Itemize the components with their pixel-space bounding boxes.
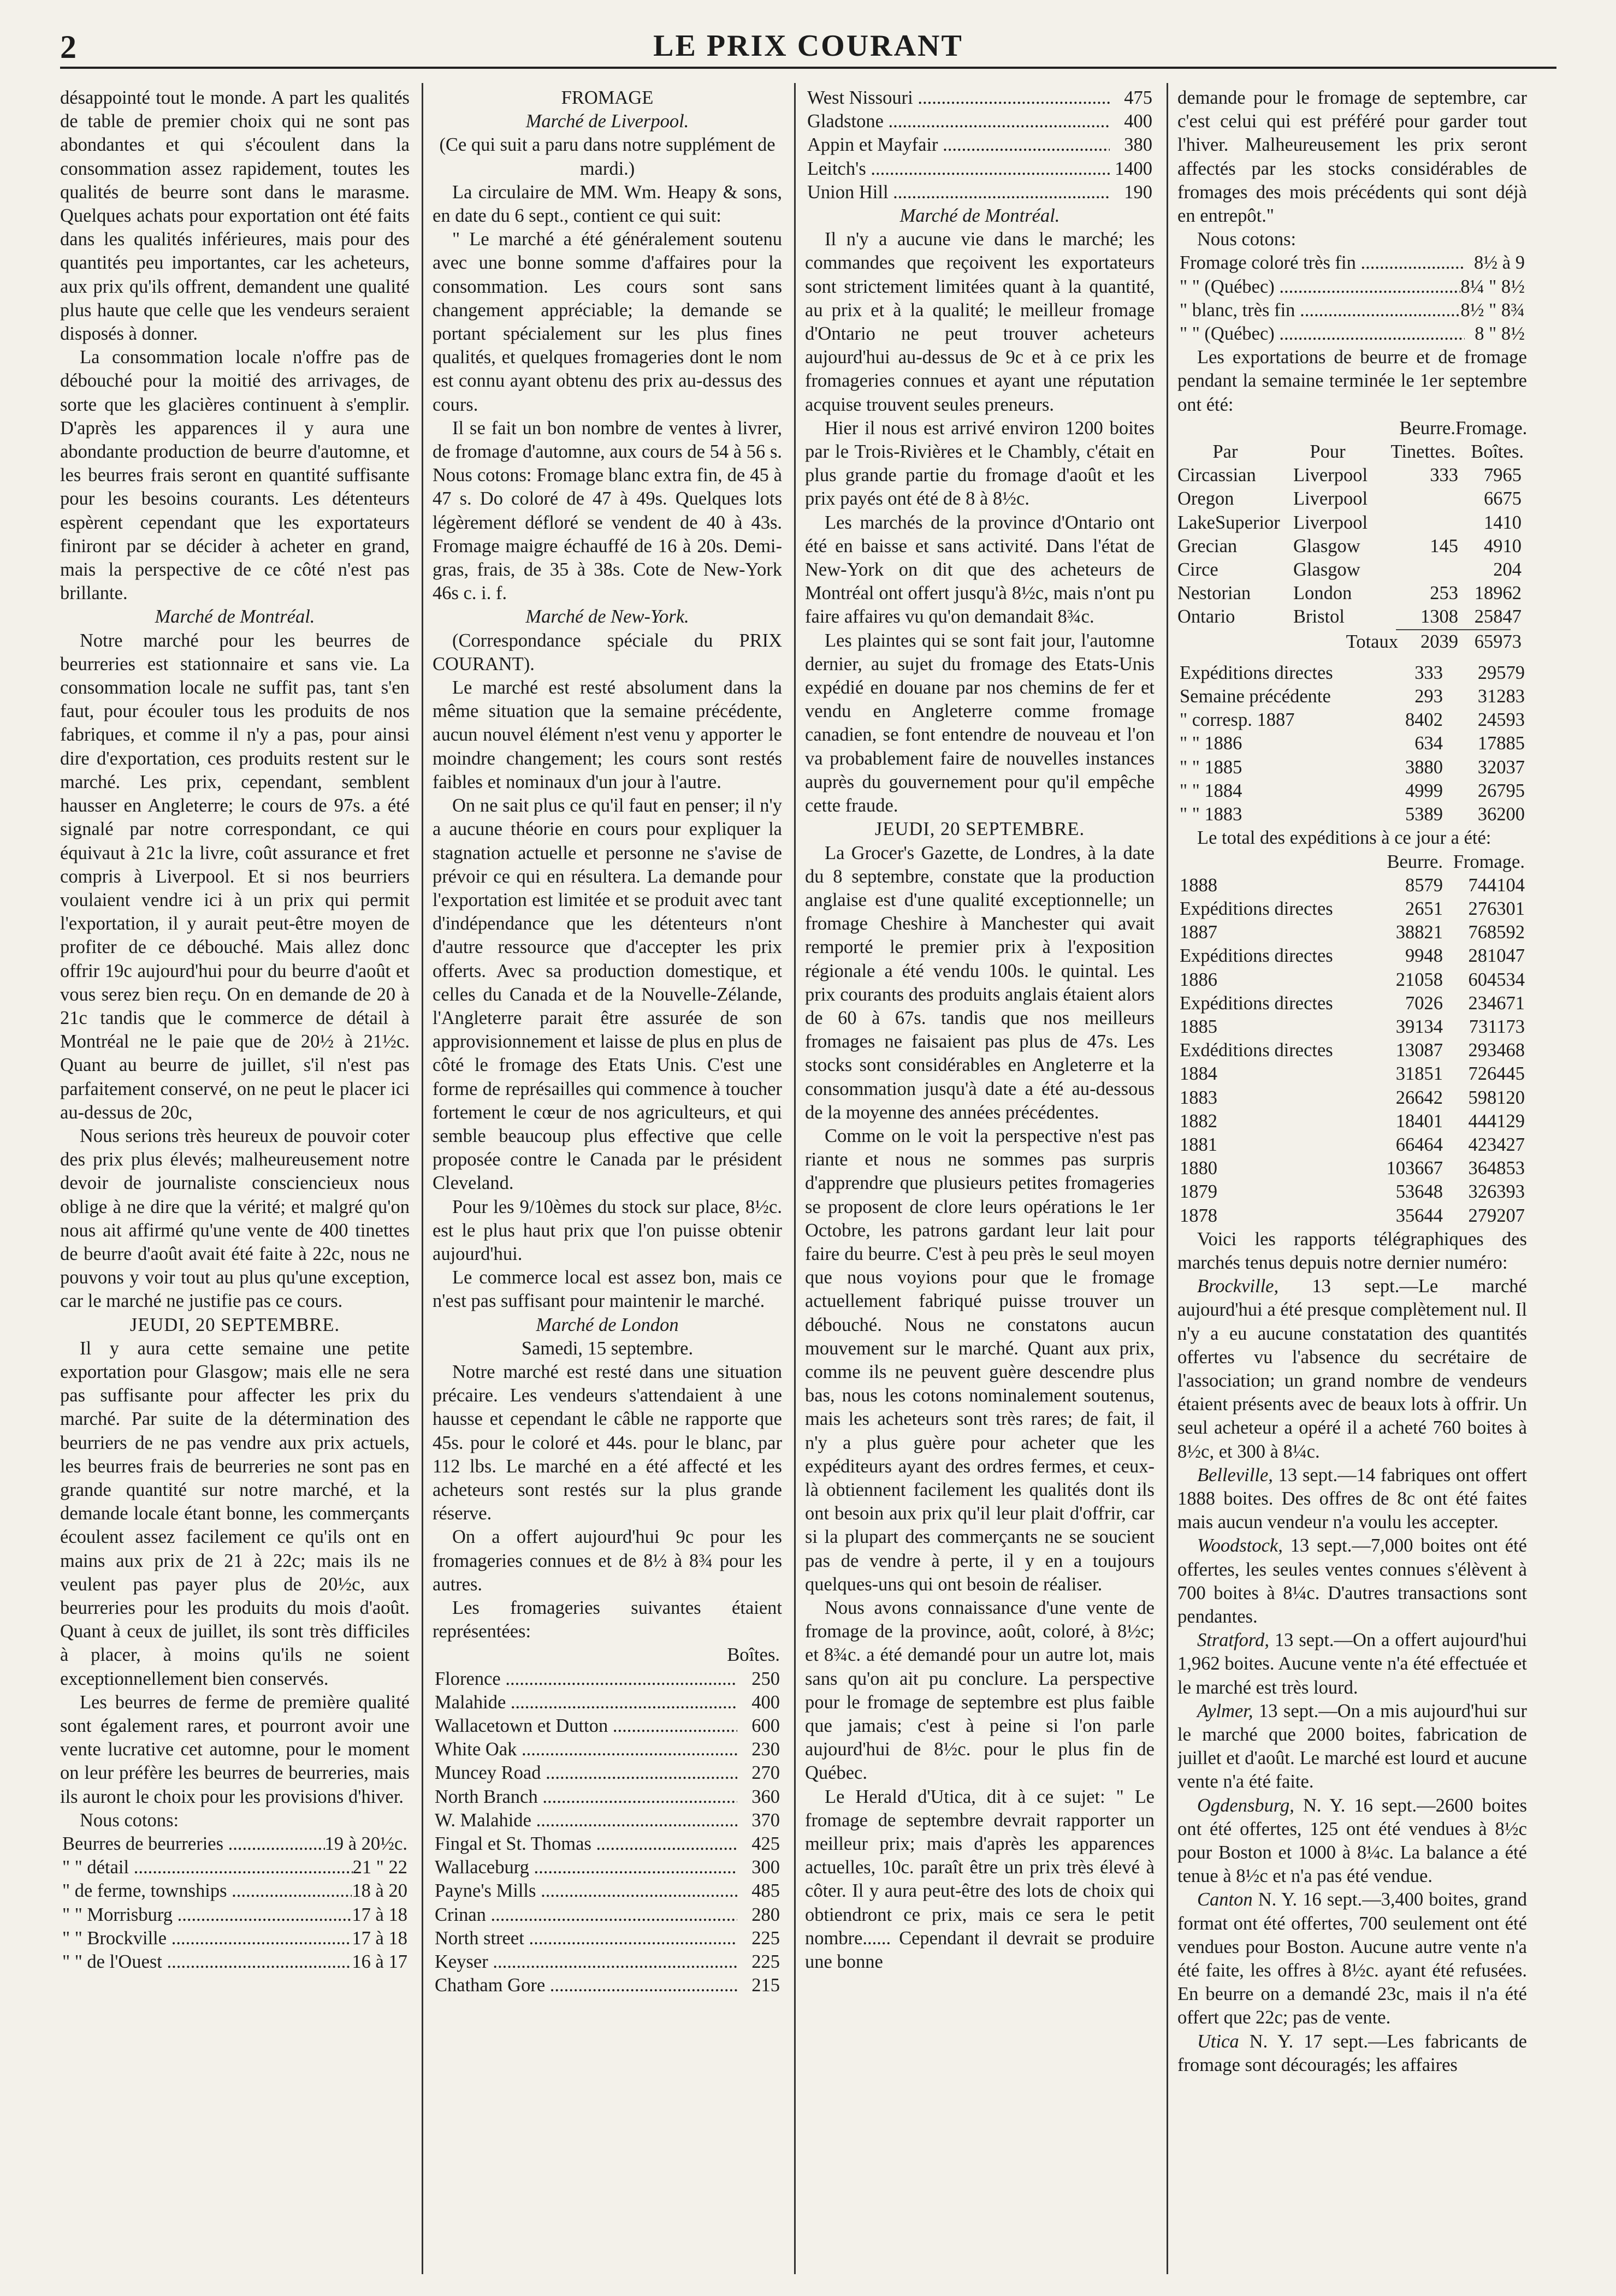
table-row: 1886 21058 604534 xyxy=(1180,969,1525,990)
table-row: Appin et Mayfair ..... 380 xyxy=(805,133,1155,157)
table-row: 1883 26642 598120 xyxy=(1180,1087,1525,1108)
price-row: " " (Québec) ..... 8 " 8½ xyxy=(1177,322,1527,346)
paragraph: Il n'y a aucune vie dans le marché; les commandes que reçoivent les exportateurs sont strictement limitées quant à la quantité, au prix et à la qualité; le meilleur fromage d'Ontario ne peut trouver acheteurs aujourd'hui au-dessus de 9c et à ce prix les fromageries connues et ayant une réputation acquise trouvent seules preneurs. xyxy=(805,229,1155,415)
price-row: " " de l'Ouest ..... 16 à 17 xyxy=(60,1950,410,1974)
paragraph: Les marchés de la province d'Ontario ont été en baisse et sans activité. Dans l'état de New-York on dit que des acheteurs de Montréal ont offert jusqu'à 8½c, mais n'ont pu faire affaires vu qu'on demandait 8¾c. xyxy=(805,512,1155,628)
paragraph: Il y aura cette semaine une petite exportation pour Glasgow; mais elle ne sera pas suffisante pour affecter les prix du marché. Par suite de la détermination des beurriers de ne pas vendre aux prix actuels, les beurres frais de beurreries ne sont pas en grande quantité sur notre marché, et la demande locale étant bonne, les commerçants écoulent assez facilement ce qu'ils ont en mains aux prix de 21 à 22c; mais ils ne veulent pas payer plus de 20½c, aux beurreries pour les produits du mois d'août. Quant à ceux de juillet, ils sont très difficiles à placer, à moins qu'ils ne soient exceptionnellement bien conservés. xyxy=(60,1338,410,1689)
market-report: Aylmer, 13 sept.—On a mis aujourd'hui sur le marché que 2000 boites, fabrication de juillet et d'août. Le marché est lourd et aucune vente n'a été faite. xyxy=(1177,1700,1527,1792)
paragraph: Hier il nous est arrivé environ 1200 boites par le Trois-Rivières et le Chambly, c'était en plus grande partie du fromage d'août et les prix payés ont été de 8 à 8½c. xyxy=(805,417,1155,510)
price-label: Nous cotons: xyxy=(1197,229,1297,250)
section-heading: Marché de London xyxy=(536,1314,679,1335)
section-heading: JEUDI, 20 SEPTEMBRE. xyxy=(129,1314,340,1335)
price-row: Fromage coloré très fin ..... 8½ à 9 xyxy=(1177,251,1527,275)
table-row: North Branch ..... 360 xyxy=(433,1785,782,1809)
paragraph: (Correspondance spéciale du PRIX COURANT). xyxy=(433,630,782,674)
section-heading: Marché de Montréal. xyxy=(155,606,315,628)
paragraph: Nous serions très heureux de pouvoir coter des prix plus élevés; malheureusement notre devoir de journaliste consciencieux nous oblige à ne dire que la vérité; et malgré qu'on nous ait affirmé qu'une vente de 400 tinettes de beurre d'août avait été faite à 22c, nous ne pouvons y voir tout au plus qu'une exception, car le marché ne justifie pas ce cours. xyxy=(60,1125,410,1312)
cheese-factory-table-continued xyxy=(805,86,1155,204)
section-heading: FROMAGE xyxy=(561,87,654,108)
table-row: Leitch's ..... 1400 xyxy=(805,157,1155,181)
table-row: Expéditions directes 2651 276301 xyxy=(1180,898,1525,919)
table-row: Malahide ..... 400 xyxy=(433,1691,782,1714)
price-row: " " détail ..... 21 " 22 xyxy=(60,1856,410,1879)
table-row: Nestorian London 253 18962 xyxy=(1177,583,1522,604)
table-row: Expéditions directes 9948 281047 xyxy=(1180,945,1525,967)
table-row: Circassian Liverpool 333 7965 xyxy=(1177,465,1522,486)
section-heading: Marché de Montréal. xyxy=(899,205,1060,227)
paragraph: Le total des expéditions à ce jour a été: xyxy=(1197,827,1491,849)
table-row: 1887 38821 768592 xyxy=(1180,922,1525,943)
paragraph: Voici les rapports télégraphiques des marchés tenus depuis notre dernier numéro: xyxy=(1177,1228,1527,1273)
table-row: Expéditions directes 7026 234671 xyxy=(1180,992,1525,1014)
table-row: Muncey Road ..... 270 xyxy=(433,1761,782,1785)
table-row: " corresp. 1887 8402 24593 xyxy=(1180,709,1525,731)
table-row: 1884 31851 726445 xyxy=(1180,1063,1525,1085)
page-number: 2 xyxy=(60,29,76,65)
market-report: Belleville, 13 sept.—14 fabriques ont offert 1888 boites. Des offres de 8c ont été faites mais aucun vendeur n'a voulu les accepter. xyxy=(1177,1464,1527,1533)
editor-note: (Ce qui suit a paru dans notre supplément de mardi.) xyxy=(439,134,776,179)
market-report: Utica N. Y. 17 sept.—Les fabricants de fromage sont découragés; les affaires xyxy=(1177,2031,1527,2075)
table-row: North street ..... 225 xyxy=(433,1927,782,1950)
table-row: Expéditions directes 333 29579 xyxy=(1180,662,1525,683)
column-1 xyxy=(60,86,410,2274)
paragraph: On ne sait plus ce qu'il faut en penser; il n'y a aucune théorie en cours pour expliquer la stagnation actuelle et personne ne s'avise de prévoir ce qui en résultera. La demande pour l'exportation est limitée et se produit avec tant d'indépendance que les détenteurs n'ont d'autre ressource que d'accepter les prix offerts. Avec sa production domestique, et celles du Canada et de la Nouvelle-Zélande, l'Angleterre parait être assurée de son approvisionnement et laisse de plus en plus de côté le fromage des Etats Unis. C'est une forme de représailles qui commence à toucher fortement le cœur de nos agriculteurs, et qui semble beaucoup plus effective que celle proposée contre le Canada par le président Cleveland. xyxy=(433,795,782,1194)
yearly-totals-table xyxy=(1177,874,1527,1228)
table-row: " " 1886 634 17885 xyxy=(1180,733,1525,754)
column-3 xyxy=(805,86,1155,2274)
table-row: West Nissouri ..... 475 xyxy=(805,86,1155,110)
paragraph: demande pour le fromage de septembre, car c'est celui qui est préféré pour garder tout l'hiver. Malheureusement les prix seront affectés par les stocks considérables de fromages des mois précédents qui sont déjà en entrepôt." xyxy=(1177,87,1527,227)
market-report: Brockville, 13 sept.—Le marché aujourd'hui a été presque complètement nul. Il n'y a eu aucune constatation des quantités offertes vu l'absence du secrétaire de l'association; un grand nombre de vendeurs étaient présents avec de beaux lots à offrir. Un seul acheteur a opéré il a acheté 760 boites à 8½c, et 300 à 8¼c. xyxy=(1177,1276,1527,1462)
table-row: 1881 66464 423427 xyxy=(1180,1134,1525,1155)
table-row: W. Malahide ..... 370 xyxy=(433,1809,782,1832)
paragraph: Les plaintes qui se sont fait jour, l'automne dernier, au sujet du fromage des Etats-Unis expédié en douane par nos chemins de fer et vendu en Angleterre comme fromage canadien, se font entendre de nouveau et l'on va probablement faire de nouvelles instances auprès du gouvernement pour qu'il empêche cette fraude. xyxy=(805,630,1155,816)
table-row: Grecian Glasgow 145 4910 xyxy=(1177,535,1522,557)
table-row: Crinan ..... 280 xyxy=(433,1903,782,1927)
table-row: Fingal et St. Thomas ..... 425 xyxy=(433,1832,782,1856)
column-2 xyxy=(433,86,782,2274)
table-row: 1888 8579 744104 xyxy=(1180,874,1525,896)
table-header: Beurre. Fromage. xyxy=(1387,851,1525,872)
price-row: Beurres de beurreries ..... 19 à 20½c. xyxy=(60,1832,410,1856)
price-row: " " (Québec) ..... 8¼ " 8½ xyxy=(1177,275,1527,299)
table-row: " " 1885 3880 32037 xyxy=(1180,756,1525,778)
paragraph: Il se fait un bon nombre de ventes à livrer, de fromage d'automne, aux cours de 54 à 56 s. Nous cotons: Fromage blanc extra fin, de 45 à 47 s. Do coloré de 47 à 49s. Quelques lots légèrement défloré se vendent de 40 à 43s. Fromage maigre échauffé de 16 à 20s. Demi-gras, frais, de 35 à 38s. Cote de New-York 46s c. i. f. xyxy=(433,417,782,604)
paragraph: Nous avons connaissance d'une vente de fromage de la province, août, coloré, à 8½c; et 8¾c. a été demandé pour un autre lot, mais sans qu'on ait pu conclure. La perspective pour le fromage de septembre est plus faible que jamais; c'est à peine si l'on parle aujourd'hui de 8½c. pour le plus fin de Québec. xyxy=(805,1597,1155,1784)
table-row: " " 1883 5389 36200 xyxy=(1180,804,1525,825)
column-4 xyxy=(1177,86,1527,2274)
paragraph: Les exportations de beurre et de fromage pendant la semaine terminée le 1er septembre ont été: xyxy=(1177,347,1527,415)
cheese-factory-table xyxy=(433,1667,782,1998)
paragraph: " Le marché a été généralement soutenu avec une bonne somme d'affaires pour la consommation. Les cours sont sans changement appréciable; la demande se portant spécialement sur les plus fines qualités, et quelques fromageries dont le nom est connu ayant obtenu des prix au-dessus des cours. xyxy=(433,229,782,415)
table-row: 1882 18401 444129 xyxy=(1180,1110,1525,1132)
dateline: Samedi, 15 septembre. xyxy=(521,1338,694,1359)
section-heading: Marché de New-York. xyxy=(525,606,689,628)
market-report: Woodstock, 13 sept.—7,000 boites ont été offertes, les seules ventes connues s'élèvent à 700 boites à 8¼c. D'autres transactions sont pendantes. xyxy=(1177,1535,1527,1627)
table-row: Chatham Gore ..... 215 xyxy=(433,1974,782,1997)
paragraph: Le marché est resté absolument dans la même situation que la semaine précédente, aucun nouvel élément n'est venu y apporter le moindre changement; les cours sont restés faibles et nominaux d'un jour à l'autre. xyxy=(433,677,782,792)
shipments-table xyxy=(1177,661,1527,826)
market-report: Stratford, 13 sept.—On a offert aujourd'hui 1,962 boites. Aucune vente n'a été effectuée et le marché est très lourd. xyxy=(1177,1630,1527,1698)
table-row: Wallaceburg ..... 300 xyxy=(433,1856,782,1879)
price-row: " de ferme, townships ..... 18 à 20 xyxy=(60,1879,410,1903)
totals-row: Totaux 2039 65973 xyxy=(1346,631,1522,652)
price-row: " blanc, très fin ..... 8½ " 8¾ xyxy=(1177,299,1527,322)
paragraph: Les fromageries suivantes étaient représentées: xyxy=(433,1597,782,1642)
table-row: Keyser ..... 225 xyxy=(433,1950,782,1974)
paragraph: Notre marché est resté dans une situation précaire. Les vendeurs s'attendaient à une hausse et cependant le câble ne rapporte que 45s. pour le coloré et 44s. pour le blanc, par 112 lbs. Le marché en a été affecté et les acheteurs sont restés sur la plus grande réserve. xyxy=(433,1361,782,1524)
price-label: Nous cotons: xyxy=(80,1809,179,1831)
table-row: Gladstone ..... 400 xyxy=(805,110,1155,133)
section-heading: JEUDI, 20 SEPTEMBRE. xyxy=(874,819,1085,840)
column-rule xyxy=(1167,83,1168,2274)
paragraph: Le commerce local est assez bon, mais ce n'est pas suffisant pour maintenir le marché. xyxy=(433,1267,782,1312)
market-report: Ogdensburg, N. Y. 16 sept.—2600 boites ont été offertes, 125 ont été vendues à 8½c pour Boston et 1000 à 8¼c. La balance a été tenue à 8½c et n'a pas été vendue. xyxy=(1177,1795,1527,1887)
column-rule xyxy=(794,83,796,2274)
column-rule xyxy=(422,83,423,2274)
table-row: Wallacetown et Dutton ..... 600 xyxy=(433,1714,782,1738)
table-row: Union Hill ..... 190 xyxy=(805,181,1155,204)
paragraph: Les beurres de ferme de première qualité sont également rares, et pourront avoir une vente lucrative cet automne, pour le moment on leur préfère les beurres de beurreries, mais ils auront le choix pour les provisions d'hiver. xyxy=(60,1691,410,1807)
table-row: LakeSuperior Liverpool 1410 xyxy=(1177,512,1522,533)
paragraph: On a offert aujourd'hui 9c pour les fromageries connues et de 8½ à 8¾ pour les autres. xyxy=(433,1526,782,1595)
market-report: Canton N. Y. 16 sept.—3,400 boites, grand format ont été offertes, 700 seulement ont été vendues pour Boston. Aucune autre vente n'a été faite, les offres à 8½c. ayant été refusées. En beurre on a demandé 23c, mais il n'a été offert que 22c; pas de vente. xyxy=(1177,1889,1527,2028)
butter-price-table xyxy=(60,1832,410,1974)
table-row: Payne's Mills ..... 485 xyxy=(433,1879,782,1903)
column-header: Boîtes. xyxy=(727,1644,780,1666)
table-row: White Oak ..... 230 xyxy=(433,1738,782,1761)
paragraph: La circulaire de MM. Wm. Heapy & sons, en date du 6 sept., contient ce qui suit: xyxy=(433,181,782,227)
table-row: 1879 53648 326393 xyxy=(1180,1181,1525,1203)
cheese-price-table xyxy=(1177,251,1527,346)
table-row: " " 1884 4999 26795 xyxy=(1180,780,1525,801)
paragraph: Notre marché pour les beurres de beurreries est stationnaire et sans vie. La consommation locale ne suffit pas, tant s'en faut, pour écouler tous les produits de nos fabriques, et comme il n'y a pas, pour ainsi dire d'exportation, ces produits restent sur le marché. Les prix, cependant, semblent hausser en Angleterre; le cours de 97s. a été signalé par notre correspondant, ce qui équivaut à 21c la livre, coût assurance et fret compris à Liverpool. Et si nos beurriers voulaient vendre ici à un prix qui permit l'exportation, il y aurait peut-être moyen de profiter de ce débouché. Mais allez donc offrir 19c aujourd'hui pour du beurre d'août et vous serez bien reçu. On en demande de 20 à 21c tandis que le commerce de détail à Montréal ne le paie que de 20½ à 21½c. Quant au beurre de juillet, s'il n'est pas parfaitement conservé, on ne peut le placer ici au-dessus de 20c, xyxy=(60,630,410,1123)
table-header: Par Pour Tinettes. Boîtes. xyxy=(1212,441,1524,463)
table-row: 1885 39134 731173 xyxy=(1180,1016,1525,1037)
price-row: " " Brockville ..... 17 à 18 xyxy=(60,1927,410,1950)
table-row: Ontario Bristol 1308 25847 xyxy=(1177,606,1522,628)
paragraph: La Grocer's Gazette, de Londres, à la date du 8 septembre, constate que la production anglaise est d'une qualité exceptionnelle; un fromage Cheshire à Manchester qui avait remporté le premier prix à l'exposition régionale a été vendu 100s. le quintal. Les prix courants des produits anglais étaient alors de 60 à 67s. tandis que nos meilleurs fromages ne faisaient pas plus de 47s. Les stocks sont considérables en Angleterre et la consommation jusqu'à date a été au-dessous de la moyenne des années précédentes. xyxy=(805,842,1155,1123)
paragraph: Le Herald d'Utica, dit à ce sujet: " Le fromage de septembre devrait rapporter un meilleur prix; mais d'après les apparences actuelles, 10c. paraît être un prix très élevé à côter. Il y aura peut-être des lots de choix qui obtiendront ce prix, mais ce sera le petit nombre...... Cependant il devrait se produire une bonne xyxy=(805,1786,1155,1973)
paragraph: désappointé tout le monde. A part les qualités de table de premier choix qui ne sont pas abondantes et qui s'écoulent dans la consommation assez rapidement, toutes les qualités de beurre sont dans le marasme. Quelques achats pour exportation ont été faits dans les qualités inférieures, mais pour des quantités peu importantes, car les acheteurs, aux prix qu'ils offrent, demandent une qualité plus haute que celle que les vendeurs seraient disposés à donner. xyxy=(60,87,410,345)
table-row: 1878 35644 279207 xyxy=(1180,1205,1525,1226)
exports-table xyxy=(1177,417,1527,654)
paragraph: Comme on le voit la perspective n'est pas riante et nous ne sommes pas surpris d'apprendre que plusieurs petites fromageries se proposent de clore leurs opérations le 1er Octobre, les patrons gardant leur lait pour faire du beurre. C'est à peu près le seul moyen que nous voyions pour que le fromage actuellement fabriqué puisse trouver un débouché. Nous ne constatons aucun mouvement sur le marché. Quant aux prix, comme ils ne peuvent guère descendre plus bas, nous les cotons nominalement soutenus, mais les acheteurs sont très rares; de fait, il n'y a plus guère pour acheter que les expéditeurs ayant des ordres fermes, et ceux-là obtiennent facilement les qualités dont ils ont besoin aux prix qu'il leur plait d'offrir, car si la plupart des commerçants ne se soucient pas de vendre à perte, il y en a toujours quelques-uns qui ont besoin de réaliser. xyxy=(805,1125,1155,1595)
paragraph: Pour les 9/10èmes du stock sur place, 8½c. est le plus haut prix que l'on puisse obtenir aujourd'hui. xyxy=(433,1196,782,1264)
section-subheading: Marché de Liverpool. xyxy=(525,111,689,132)
price-row: " " Morrisburg ..... 17 à 18 xyxy=(60,1903,410,1927)
table-row: Semaine précédente 293 31283 xyxy=(1180,686,1525,707)
spacer xyxy=(1177,654,1527,661)
paragraph: La consommation locale n'offre pas de débouché pour la moitié des arrivages, de sorte que les glacières continuent à s'emplir. D'après les apparences il y aura une abondante production de beurre d'automne, et les beurres frais seront en quantité suffisante pour les besoins courants. Les détenteurs espèrent cependant que les exportateurs finiront par se décider à acheter en grand, mais la perspective de ce côté n'est pas brillante. xyxy=(60,347,410,604)
table-row: Exdéditions directes 13087 293468 xyxy=(1180,1040,1525,1061)
table-row: Florence ..... 250 xyxy=(433,1667,782,1691)
table-row: 1880 103667 364853 xyxy=(1180,1158,1525,1179)
page-header xyxy=(60,28,1556,69)
newspaper-title: LE PRIX COURANT xyxy=(653,29,963,63)
table-row: Oregon Liverpool 6675 xyxy=(1177,488,1522,510)
table-header: Beurre. Fromage. xyxy=(1399,417,1527,439)
table-row: Circe Glasgow 204 xyxy=(1177,559,1522,581)
